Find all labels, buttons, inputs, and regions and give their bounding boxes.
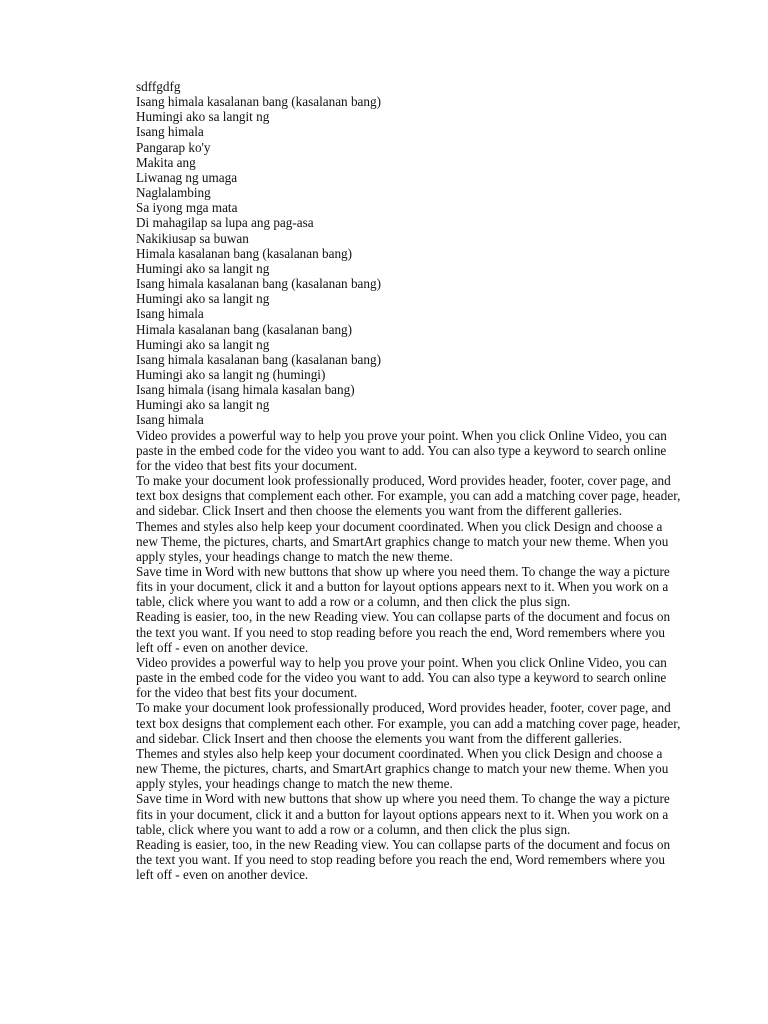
lyric-line: Nakikiusap sa buwan [136, 230, 249, 246]
lyric-line: Humingi ako sa langit ng [136, 260, 270, 276]
lyric-line: Isang himala [136, 124, 204, 140]
lyric-line: Isang himala kasalanan bang (kasalanan bang) [136, 276, 381, 292]
lyric-line: Makita ang [136, 154, 196, 170]
lyric-line: sdffgdfg [136, 79, 181, 94]
lyric-line: Isang himala (isang himala kasalan bang) [136, 382, 355, 398]
body-paragraph: Themes and styles also help keep your document coordinated. When you click Design and choose a new Theme, the pictures, charts, and SmartArt graphics change to match your new theme. When you apply styles, your headings change to match the new theme. [136, 745, 669, 792]
body-paragraph: Save time in Word with new buttons that show up where you need them. To change the way a picture fits in your document, click it and a button for layout options appears next to it. When you work on a table, click where you want to add a row or a column, and then click the plus sign. [136, 564, 670, 610]
lyric-line: Himala kasalanan bang (kasalanan bang) [136, 321, 353, 337]
lyric-line: Humingi ako sa langit ng (humingi) [136, 366, 326, 382]
lyric-line: Sa iyong mga mata [136, 200, 238, 216]
lyric-line: Isang himala kasalanan bang (kasalanan bang) [136, 94, 381, 110]
lyric-line: Di mahagilap sa lupa ang pag-asa [136, 215, 314, 231]
lyric-line: Isang himala [136, 412, 204, 428]
lyric-line: Isang himala kasalanan bang (kasalanan bang) [136, 351, 381, 367]
body-paragraph: Reading is easier, too, in the new Reading view. You can collapse parts of the document and focus on the text you want. If you need to stop reading before you reach the end, Word remembers where you left off - even on another device. [136, 609, 671, 655]
lyric-line: Humingi ako sa langit ng [136, 397, 270, 413]
lyric-line: Humingi ako sa langit ng [136, 109, 270, 125]
lyric-line: Naglalambing [136, 185, 211, 201]
lyric-line: Pangarap ko'y [136, 139, 211, 155]
body-paragraph: Video provides a powerful way to help you prove your point. When you click Online Video, you can paste in the embed code for the video you want to add. You can also type a keyword to search online for the video that best fits your document. [136, 654, 667, 701]
document-body [136, 79, 681, 882]
body-paragraph: To make your document look professionally produced, Word provides header, footer, cover page, and text box designs that complement each other. For example, you can add a matching cover page, header, and sidebar. Click Insert and then choose the elements you want from the different galleries. [136, 700, 681, 746]
body-paragraph: Themes and styles also help keep your document coordinated. When you click Design and choose a new Theme, the pictures, charts, and SmartArt graphics change to match your new theme. When you apply styles, your headings change to match the new theme. [136, 518, 669, 564]
body-paragraph: Save time in Word with new buttons that show up where you need them. To change the way a picture fits in your document, click it and a button for layout options appears next to it. When you work on a table, click where you want to add a row or a column, and then click the plus sign. [136, 791, 670, 837]
lyric-line: Humingi ako sa langit ng [136, 336, 270, 352]
body-paragraph: Reading is easier, too, in the new Reading view. You can collapse parts of the document and focus on the text you want. If you need to stop reading before you reach the end, Word remembers where you left off - even on another device. [136, 836, 671, 883]
lyric-line: Isang himala [136, 306, 204, 322]
body-paragraph: Video provides a powerful way to help you prove your point. When you click Online Video, you can paste in the embed code for the video you want to add. You can also type a keyword to search online for the video that best fits your document. [136, 427, 667, 473]
body-paragraph: To make your document look professionally produced, Word provides header, footer, cover page, and text box designs that complement each other. For example, you can add a matching cover page, header, and sidebar. Click Insert and then choose the elements you want from the different galleries. [136, 473, 681, 519]
lyric-line: Himala kasalanan bang (kasalanan bang) [136, 245, 353, 261]
lyric-line: Humingi ako sa langit ng [136, 291, 270, 307]
lyric-line: Liwanag ng umaga [136, 169, 238, 185]
